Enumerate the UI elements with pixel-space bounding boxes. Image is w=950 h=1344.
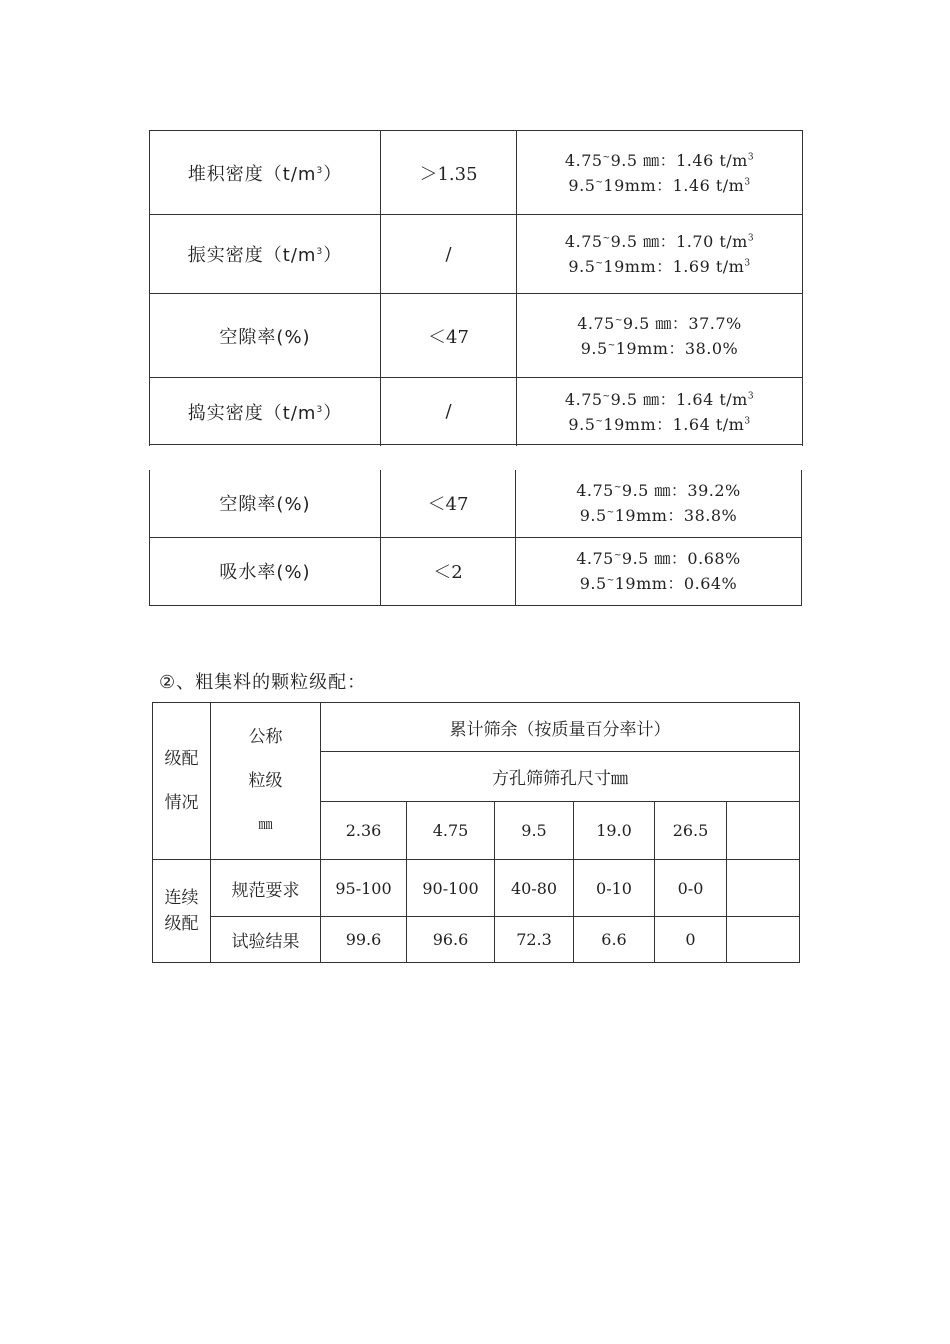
sieve-size: 19.0 — [574, 802, 655, 860]
cumulative-retained-header: 累计筛余（按质量百分率计） — [321, 703, 800, 752]
gradation-type-header: 级配 情况 — [153, 703, 211, 860]
property-label: 空隙率(%) — [150, 470, 381, 537]
spec-value: 0-0 — [655, 860, 727, 917]
result-value: 4.75~9.5 ㎜：1.70 $t/m^3$ 9.5~19mm：1.69 $t/m^3$ — [517, 215, 803, 294]
property-label: 捣实密度$(t/m^3)$ — [150, 378, 381, 446]
sieve-size: 2.36 — [321, 802, 407, 860]
result-value: 96.6 — [407, 917, 495, 963]
table-row — [150, 537, 802, 605]
spec-value: 90-100 — [407, 860, 495, 917]
properties-table-part1 — [149, 130, 803, 446]
result-value: 4.75~9.5 ㎜：1.64 $t/m^3$ 9.5~19mm：1.64 $t/m^3$ — [517, 378, 803, 446]
spec-label: 规范要求 — [211, 860, 321, 917]
requirement-value: / — [381, 378, 517, 446]
result-label: 试验结果 — [211, 917, 321, 963]
table-row — [150, 378, 803, 446]
property-label: 空隙率(%) — [150, 294, 381, 378]
requirement-value: ＜47 — [381, 470, 516, 537]
table-row — [150, 215, 803, 294]
requirement-value: ＜2 — [381, 537, 516, 605]
result-row — [153, 917, 800, 963]
result-value: 4.75~9.5 ㎜：39.2% 9.5~19mm：38.8% — [516, 470, 802, 537]
gradation-table — [152, 702, 800, 963]
result-value: 72.3 — [495, 917, 574, 963]
requirement-value: ＜47 — [381, 294, 517, 378]
table-row — [150, 294, 803, 378]
nominal-size-header: 公称 粒级 ㎜ — [211, 703, 321, 860]
section-title: ②、粗集料的颗粒级配： — [159, 672, 367, 693]
requirement-value: / — [381, 215, 517, 294]
table-row — [150, 470, 802, 537]
result-value: 99.6 — [321, 917, 407, 963]
sieve-size: 4.75 — [407, 802, 495, 860]
table-row — [150, 131, 803, 215]
result-value: 4.75~9.5 ㎜：37.7% 9.5~19mm：38.0% — [517, 294, 803, 378]
spec-value — [727, 860, 800, 917]
spec-value: 0-10 — [574, 860, 655, 917]
result-value: 4.75~9.5 ㎜：1.46 $t/m^3$ 9.5~19mm：1.46 $t/m^3$ — [517, 131, 803, 215]
sieve-size: 26.5 — [655, 802, 727, 860]
spec-row — [153, 860, 800, 917]
property-label: 吸水率(%) — [150, 537, 381, 605]
sieve-size — [727, 802, 800, 860]
header-row — [153, 703, 800, 752]
result-value — [727, 917, 800, 963]
result-value: 6.6 — [574, 917, 655, 963]
sieve-size-header: 方孔筛筛孔尺寸㎜ — [321, 752, 800, 802]
spec-value: 40-80 — [495, 860, 574, 917]
spec-value: 95-100 — [321, 860, 407, 917]
result-value: 0 — [655, 917, 727, 963]
page-break-line — [149, 444, 802, 445]
result-value: 4.75~9.5 ㎜：0.68% 9.5~19mm：0.64% — [516, 537, 802, 605]
sieve-size: 9.5 — [495, 802, 574, 860]
property-label: 堆积密度$(t/m^3)$ — [150, 131, 381, 215]
properties-table-part2 — [149, 470, 802, 606]
property-label: 振实密度$(t/m^3)$ — [150, 215, 381, 294]
continuous-gradation-label: 连续 级配 — [153, 860, 211, 963]
requirement-value: ＞1.35 — [381, 131, 517, 215]
